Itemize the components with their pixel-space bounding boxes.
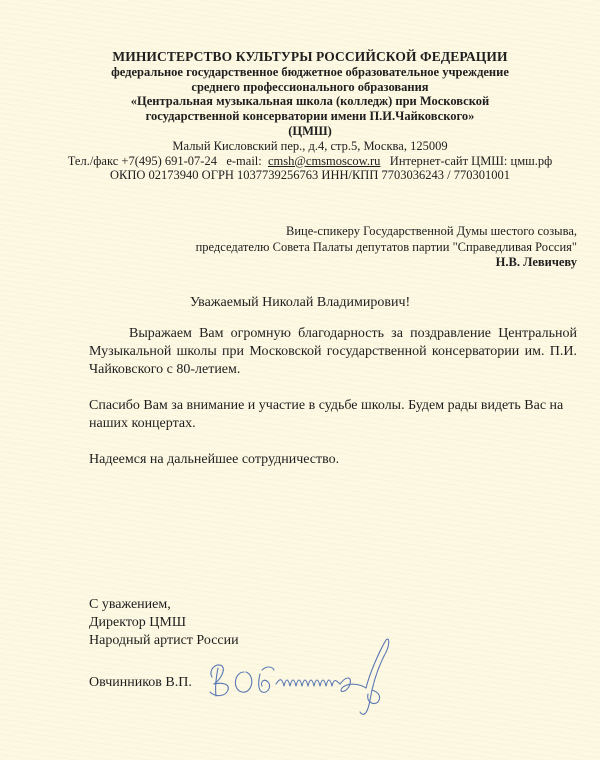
institution-abbreviation: (ЦМШ)	[288, 123, 332, 138]
salutation: Уважаемый Николай Владимирович!	[189, 295, 411, 310]
registry-codes: ОКПО 02173940 ОГРН 1037739256763 ИНН/КПП 7703036243 / 770301001	[110, 168, 510, 183]
letterhead	[60, 50, 560, 183]
closing-title: Народный артист России	[89, 633, 239, 648]
paragraph-1: Выражаем Вам огромную благодарность за поздравление Центральной Музыкальной школы при Московской государственной консерватории им. П.И. Чайковского с 80-летием.	[89, 326, 577, 377]
signature-stroke	[368, 690, 380, 704]
signature-stroke	[259, 674, 270, 692]
addressee-line2: председателю Совета Палаты депутатов партии "Справедливая Россия"	[195, 239, 577, 254]
institution-name-line2: государственной консерватории имени П.И.Чайковского»	[145, 109, 475, 124]
institution-type-line1: федеральное государственное бюджетное образовательное учреждение	[111, 64, 509, 79]
signer-name: Овчинников В.П.	[89, 675, 192, 690]
phone: Тел./факс +7(495) 691-07-24	[67, 153, 217, 168]
handwritten-signature	[200, 632, 410, 722]
paragraph-2: Спасибо Вам за внимание и участие в судьбе школы. Будем рады видеть Вас на наших концертах.	[89, 398, 564, 431]
institution-type-line2: среднего профессионального образования	[191, 79, 429, 94]
addressee-line1: Вице-спикеру Государственной Думы шестого созыва,	[285, 224, 577, 238]
ministry-title: МИНИСТЕРСТВО КУЛЬТУРЫ РОССИЙСКОЙ ФЕДЕРАЦИИ	[112, 49, 508, 64]
email-link[interactable]: cmsh@cmsmoscow.ru	[268, 153, 381, 168]
contacts-line	[60, 154, 560, 169]
email-label: e-mail:	[226, 153, 262, 168]
paragraph-3: Надеемся на дальнейшее сотрудничество.	[89, 452, 340, 467]
signature-stroke	[340, 678, 366, 691]
signature-stroke	[276, 680, 340, 686]
addressee-block	[196, 224, 577, 271]
institution-name-line1: «Центральная музыкальная школа (колледж) при Московской	[130, 94, 490, 109]
signature-stroke	[210, 665, 228, 696]
closing-position: Директор ЦМШ	[89, 615, 186, 630]
signature-stroke	[360, 639, 389, 714]
addressee-name: Н.В. Левичеву	[495, 255, 577, 269]
website: Интернет-сайт ЦМШ: цмш.рф	[389, 153, 553, 168]
address: Малый Кисловский пер., д.4, стр.5, Москва, 125009	[172, 138, 448, 153]
signature-stroke	[235, 672, 251, 692]
closing-regards: С уважением,	[89, 597, 171, 612]
signature-stroke	[262, 667, 274, 670]
